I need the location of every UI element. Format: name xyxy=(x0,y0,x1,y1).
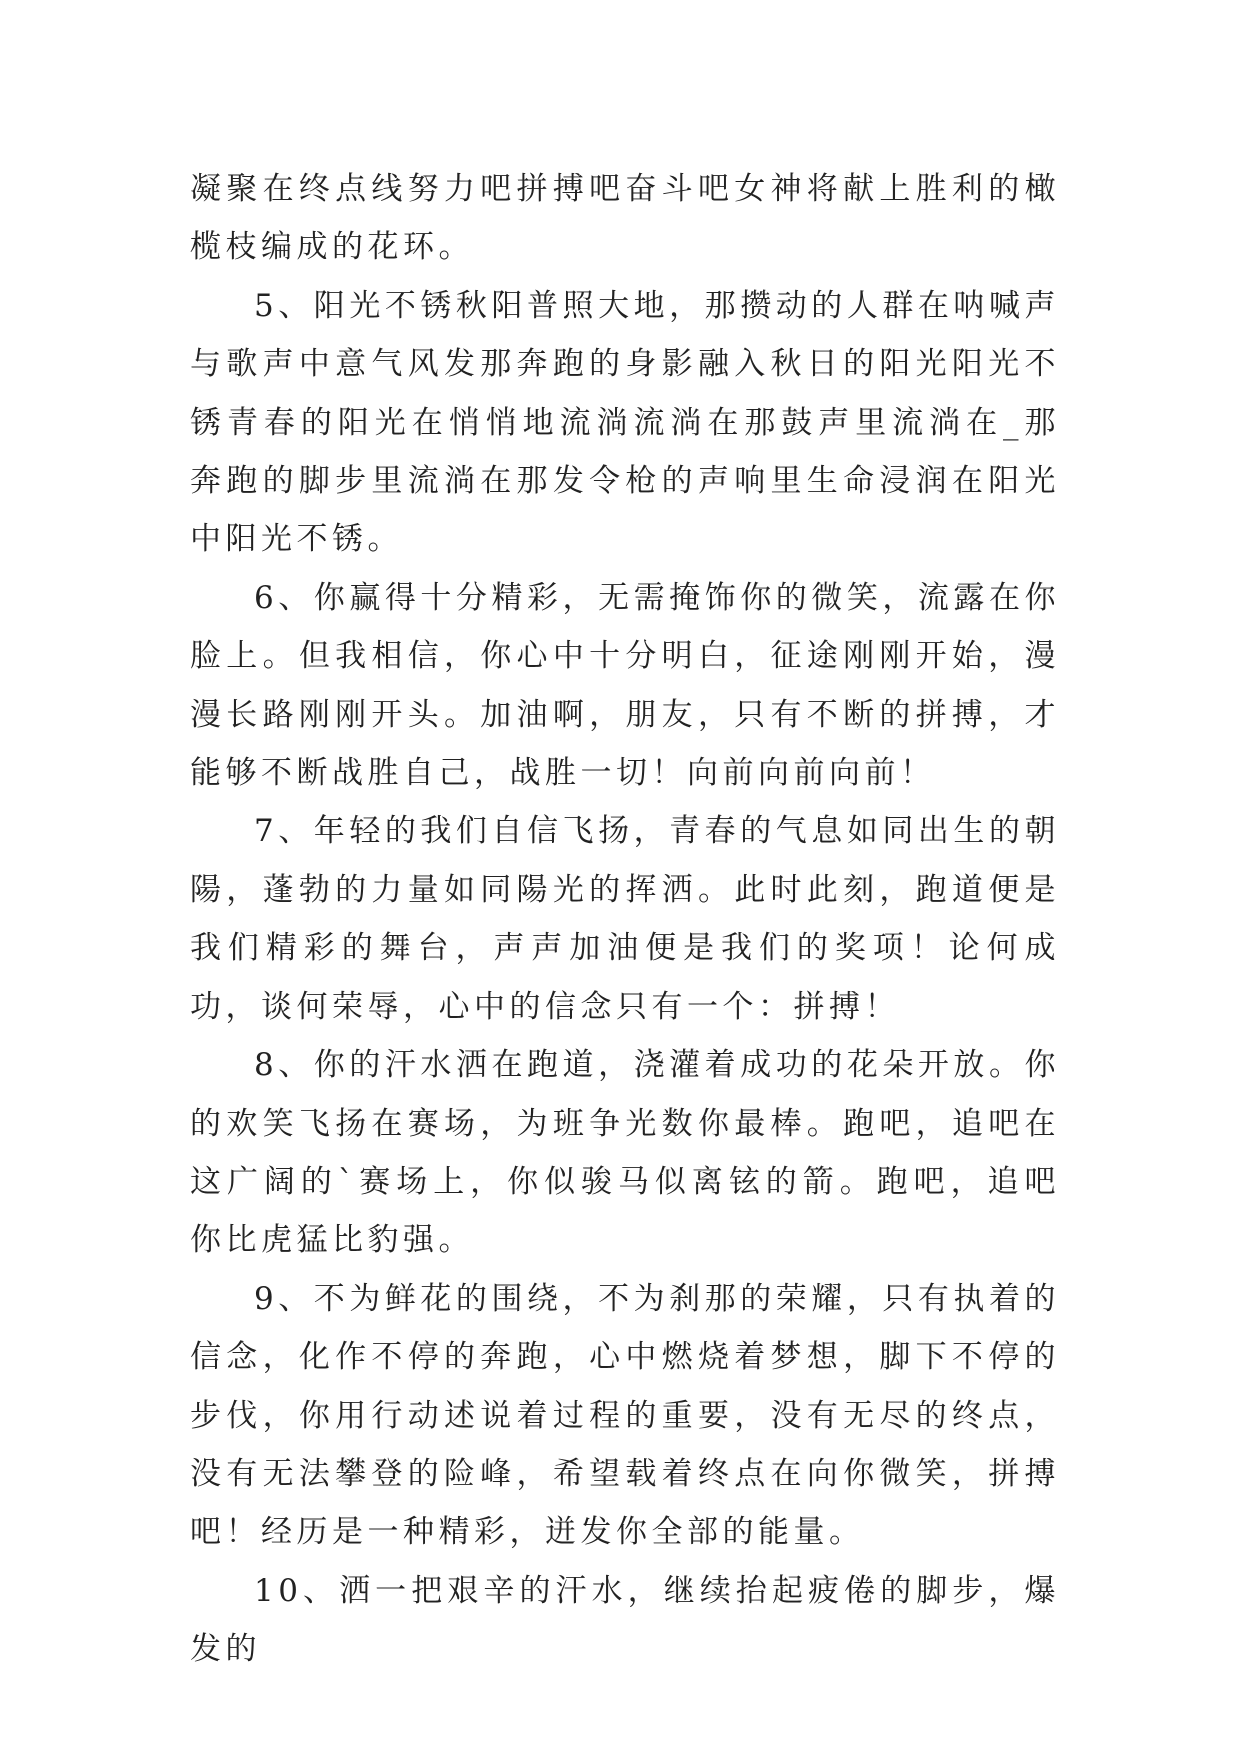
paragraph-6: 6、你赢得十分精彩，无需掩饰你的微笑，流露在你脸上。但我相信，你心中十分明白，征途刚刚开始，漫漫长路刚刚开头。加油啊，朋友，只有不断的拼搏，才能够不断战胜自己，战胜一切！向前向前向前！ xyxy=(190,579,1060,792)
document-body xyxy=(190,160,1060,1679)
paragraph-5: 5、阳光不锈秋阳普照大地，那攒动的人群在呐喊声与歌声中意气风发那奔跑的身影融入秋日的阳光阳光不锈青春的阳光在悄悄地流淌流淌在那鼓声里流淌在_那奔跑的脚步里流淌在那发令枪的声响里生命浸润在阳光中阳光不锈。 xyxy=(190,287,1060,558)
paragraph-9: 9、不为鲜花的围绕，不为刹那的荣耀，只有执着的信念，化作不停的奔跑，心中燃烧着梦想，脚下不停的步伐，你用行动述说着过程的重要，没有无尽的终点，没有无法攀登的险峰，希望载着终点在向你微笑，拼搏吧！经历是一种精彩，迸发你全部的能量。 xyxy=(190,1280,1060,1551)
paragraph-8: 8、你的汗水洒在跑道，浇灌着成功的花朵开放。你的欢笑飞扬在赛场，为班争光数你最棒。跑吧，追吧在这广阔的`赛场上，你似骏马似离铉的箭。跑吧，追吧你比虎猛比豹强。 xyxy=(190,1047,1060,1259)
paragraph-10: 10、洒一把艰辛的汗水，继续抬起疲倦的脚步，爆发的 xyxy=(190,1572,1060,1668)
paragraph-7: 7、年轻的我们自信飞扬，青春的气息如同出生的朝陽，蓬勃的力量如同陽光的挥洒。此时此刻，跑道便是我们精彩的舞台，声声加油便是我们的奖项！论何成功，谈何荣辱，心中的信念只有一个：拼搏！ xyxy=(190,813,1060,1025)
paragraph-continuation: 凝聚在终点线努力吧拼搏吧奋斗吧女神将献上胜利的橄榄枝编成的花环。 xyxy=(190,171,1060,266)
